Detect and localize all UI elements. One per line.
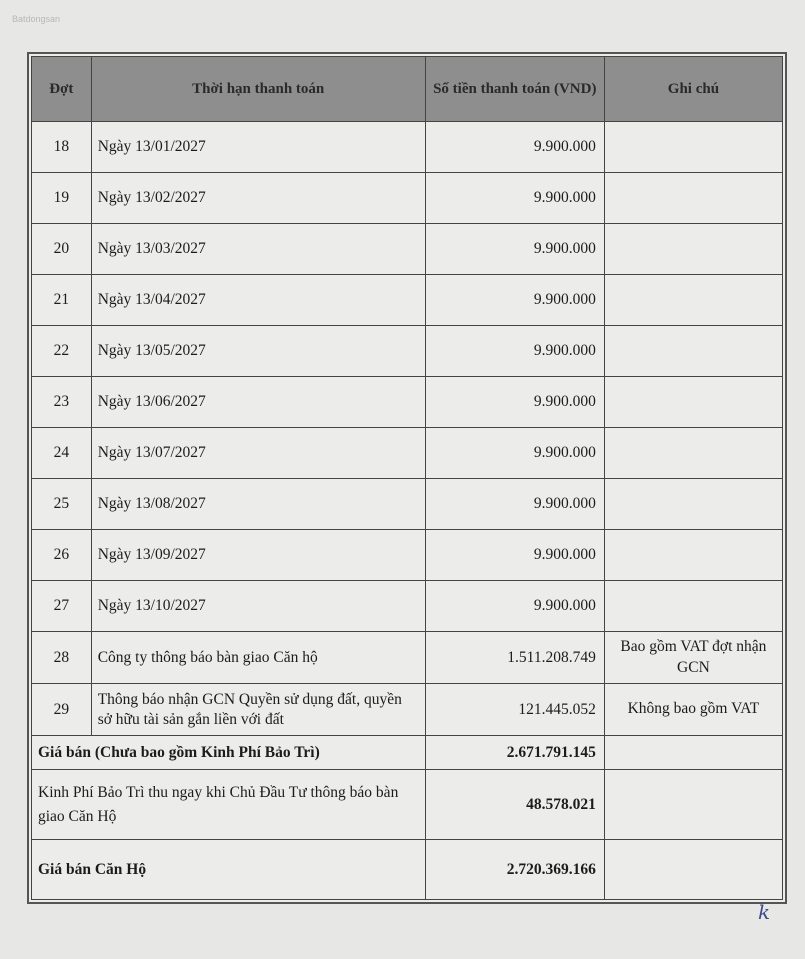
summary-amount: 48.578.021: [425, 770, 604, 840]
summary-note: [604, 736, 782, 770]
payment-amount: 9.900.000: [425, 428, 604, 479]
table-row: [32, 530, 783, 581]
payment-note: [604, 581, 782, 632]
table-row: [32, 581, 783, 632]
payment-amount: 9.900.000: [425, 581, 604, 632]
payment-note: [604, 326, 782, 377]
table-row: [32, 428, 783, 479]
table-row: [32, 122, 783, 173]
payment-term: Ngày 13/01/2027: [91, 122, 425, 173]
summary-row: [32, 736, 783, 770]
payment-note: [604, 224, 782, 275]
payment-term: Công ty thông báo bàn giao Căn hộ: [91, 632, 425, 684]
payment-amount: 121.445.052: [425, 684, 604, 736]
summary-row: [32, 770, 783, 840]
summary-label: Giá bán (Chưa bao gồm Kinh Phí Bảo Trì): [32, 736, 426, 770]
installment-number: 23: [32, 377, 92, 428]
header-amount: Số tiền thanh toán (VND): [425, 57, 604, 122]
payment-note: [604, 377, 782, 428]
table-row: [32, 275, 783, 326]
payment-amount: 9.900.000: [425, 479, 604, 530]
table-row: [32, 224, 783, 275]
payment-term: Ngày 13/02/2027: [91, 173, 425, 224]
payment-amount: 9.900.000: [425, 326, 604, 377]
payment-note: [604, 530, 782, 581]
watermark-logo: Batdongsan: [12, 14, 61, 24]
installment-number: 28: [32, 632, 92, 684]
payment-term: Ngày 13/04/2027: [91, 275, 425, 326]
table-row: [32, 173, 783, 224]
signature-mark: k: [758, 900, 771, 924]
installment-number: 20: [32, 224, 92, 275]
payment-amount: 9.900.000: [425, 377, 604, 428]
payment-term: Ngày 13/05/2027: [91, 326, 425, 377]
payment-amount: 9.900.000: [425, 224, 604, 275]
payment-amount: 9.900.000: [425, 122, 604, 173]
table-row: [32, 632, 783, 684]
installment-number: 29: [32, 684, 92, 736]
payment-amount: 9.900.000: [425, 173, 604, 224]
payment-schedule-table: [27, 52, 787, 904]
payment-amount: 1.511.208.749: [425, 632, 604, 684]
summary-amount: 2.671.791.145: [425, 736, 604, 770]
payment-note: [604, 479, 782, 530]
table-row: [32, 479, 783, 530]
installment-number: 25: [32, 479, 92, 530]
payment-note: [604, 122, 782, 173]
table-row: [32, 326, 783, 377]
header-note: Ghi chú: [604, 57, 782, 122]
installment-number: 18: [32, 122, 92, 173]
summary-note: [604, 840, 782, 900]
payment-term: Ngày 13/06/2027: [91, 377, 425, 428]
installment-number: 22: [32, 326, 92, 377]
summary-row: [32, 840, 783, 900]
summary-label: Kinh Phí Bảo Trì thu ngay khi Chủ Đầu Tư thông báo bàn giao Căn Hộ: [32, 770, 426, 840]
payment-term: Ngày 13/07/2027: [91, 428, 425, 479]
payment-note: [604, 173, 782, 224]
summary-amount: 2.720.369.166: [425, 840, 604, 900]
payment-amount: 9.900.000: [425, 275, 604, 326]
table-row: [32, 377, 783, 428]
table-row: [32, 684, 783, 736]
header-installment: Đợt: [32, 57, 92, 122]
payment-note: Không bao gồm VAT: [604, 684, 782, 736]
payment-term: Ngày 13/08/2027: [91, 479, 425, 530]
summary-note: [604, 770, 782, 840]
payment-term: Ngày 13/09/2027: [91, 530, 425, 581]
payment-note: [604, 275, 782, 326]
payment-term: Ngày 13/03/2027: [91, 224, 425, 275]
payment-term: Thông báo nhận GCN Quyền sử dụng đất, quyền sở hữu tài sản gắn liền với đất: [91, 684, 425, 736]
summary-label: Giá bán Căn Hộ: [32, 840, 426, 900]
installment-number: 21: [32, 275, 92, 326]
payment-amount: 9.900.000: [425, 530, 604, 581]
table-header-row: [32, 57, 783, 122]
installment-number: 24: [32, 428, 92, 479]
payment-note: Bao gồm VAT đợt nhận GCN: [604, 632, 782, 684]
installment-number: 26: [32, 530, 92, 581]
installment-number: 27: [32, 581, 92, 632]
installment-number: 19: [32, 173, 92, 224]
payment-term: Ngày 13/10/2027: [91, 581, 425, 632]
payment-note: [604, 428, 782, 479]
header-payment-term: Thời hạn thanh toán: [91, 57, 425, 122]
